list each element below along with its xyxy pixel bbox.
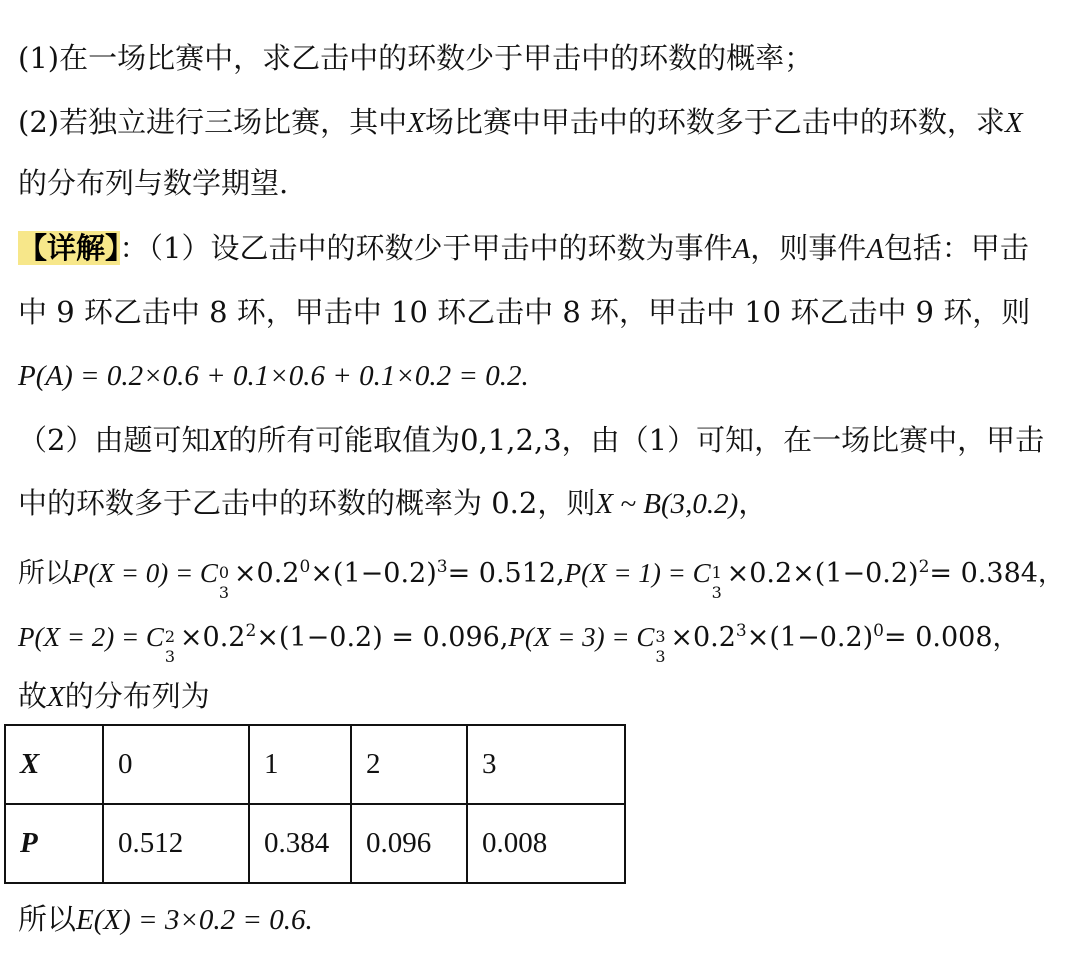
var-x: X	[1004, 107, 1023, 139]
formula-text: P(A) = 0.2×0.6 + 0.1×0.6 + 0.1×0.2 = 0.2.	[18, 360, 529, 392]
formula-p0-p1	[18, 547, 1072, 602]
table-cell: 0.512	[103, 804, 249, 883]
question-1	[18, 38, 1072, 78]
table-cell: 0.008	[467, 804, 625, 883]
question-2-text: 场比赛中甲击中的环数多于乙击中的环数，求	[424, 105, 1005, 139]
binomial-dist: X ~ B(3,0.2)	[595, 488, 739, 520]
exponent: 3	[735, 621, 747, 641]
table-row	[5, 725, 625, 804]
solution-text: ：（1）设乙击中的环数少于甲击中的环数为事件	[119, 231, 733, 265]
solution-text: 中 9 环乙击中 8 环，甲击中 10 环乙击中 8 环，甲击中 10 环乙击中 9 环，则	[18, 295, 1031, 329]
solution-tag: 【详解】	[18, 231, 120, 265]
table-cell: 1	[249, 725, 351, 804]
expectation	[18, 899, 1072, 940]
question-2-text: 的分布列与数学期望.	[18, 166, 289, 200]
solution-text: 所以	[18, 902, 77, 936]
formula-text: = 0.384，	[929, 558, 1065, 589]
solution-text: 故	[18, 679, 48, 713]
solution-text: ，则事件	[750, 231, 867, 265]
table-cell: 0.096	[351, 804, 467, 883]
table-cell: 0	[103, 725, 249, 804]
table-cell: 0.384	[249, 804, 351, 883]
table-cell: 2	[351, 725, 467, 804]
question-2-cont	[18, 163, 1072, 203]
event-a: A	[732, 233, 751, 265]
binom-coeff: 3 3	[655, 626, 666, 666]
solution-line	[18, 292, 1072, 332]
binom-coeff: 0 3	[218, 562, 230, 602]
solution-text: ，	[738, 486, 768, 520]
formula-text: ×(1−0.2)	[746, 622, 874, 653]
distribution-table	[4, 724, 626, 884]
formula-text: ×(1−0.2) = 0.096,	[256, 622, 509, 653]
formula-text: E(X) = 3×0.2 = 0.6.	[76, 904, 313, 936]
question-2-text: (2)若独立进行三场比赛，其中	[18, 105, 408, 139]
var-x: X	[407, 107, 425, 139]
formula-text: ×0.2×(1−0.2)	[726, 558, 919, 589]
event-a: A	[866, 233, 884, 265]
formula-text: P(X = 0) = C	[72, 558, 218, 588]
exponent: 0	[873, 621, 884, 641]
formula-text: ×0.2	[233, 558, 300, 589]
question-2	[18, 102, 1072, 143]
exponent: 3	[436, 557, 448, 577]
solution-line	[18, 483, 1072, 524]
var-x: X	[47, 681, 65, 713]
solution-text: （2）由题可知	[18, 423, 211, 457]
var-x: X	[210, 425, 229, 457]
formula-pa	[18, 356, 1072, 396]
table-header-p: P	[5, 804, 103, 883]
formula-p2-p3	[18, 611, 1072, 666]
solution-part-2	[18, 420, 1072, 461]
distribution-intro	[18, 676, 1072, 717]
question-1-text: (1)在一场比赛中，求乙击中的环数少于甲击中的环数的概率；	[18, 41, 814, 75]
formula-text: = 0.512,	[447, 558, 565, 589]
binom-coeff: 2 3	[164, 626, 176, 666]
binom-coeff: 1 3	[711, 562, 722, 602]
formula-text: P(X = 2) = C	[18, 622, 164, 652]
exponent: 0	[299, 557, 311, 577]
formula-text: P(X = 3) = C	[508, 622, 655, 652]
exponent: 2	[918, 557, 930, 577]
solution-text: 包括：甲击	[883, 231, 1029, 265]
solution-heading	[18, 228, 1072, 269]
solution-text: 所以	[18, 558, 72, 589]
formula-text: ×(1−0.2)	[310, 558, 437, 589]
formula-text: ×0.2	[179, 622, 246, 653]
formula-text: P(X = 1) = C	[564, 558, 711, 588]
exponent: 2	[245, 621, 257, 641]
table-cell: 3	[467, 725, 625, 804]
table-row	[5, 804, 625, 883]
solution-text: 中的环数多于乙击中的环数的概率为 0.2，则	[18, 486, 596, 520]
solution-text: 的所有可能取值为0,1,2,3，由（1）可知，在一场比赛中，甲击	[228, 423, 1045, 457]
solution-text: 的分布列为	[64, 679, 210, 713]
formula-text: ×0.2	[670, 622, 736, 653]
table-header-x: X	[5, 725, 103, 804]
formula-text: = 0.008，	[884, 622, 1020, 653]
